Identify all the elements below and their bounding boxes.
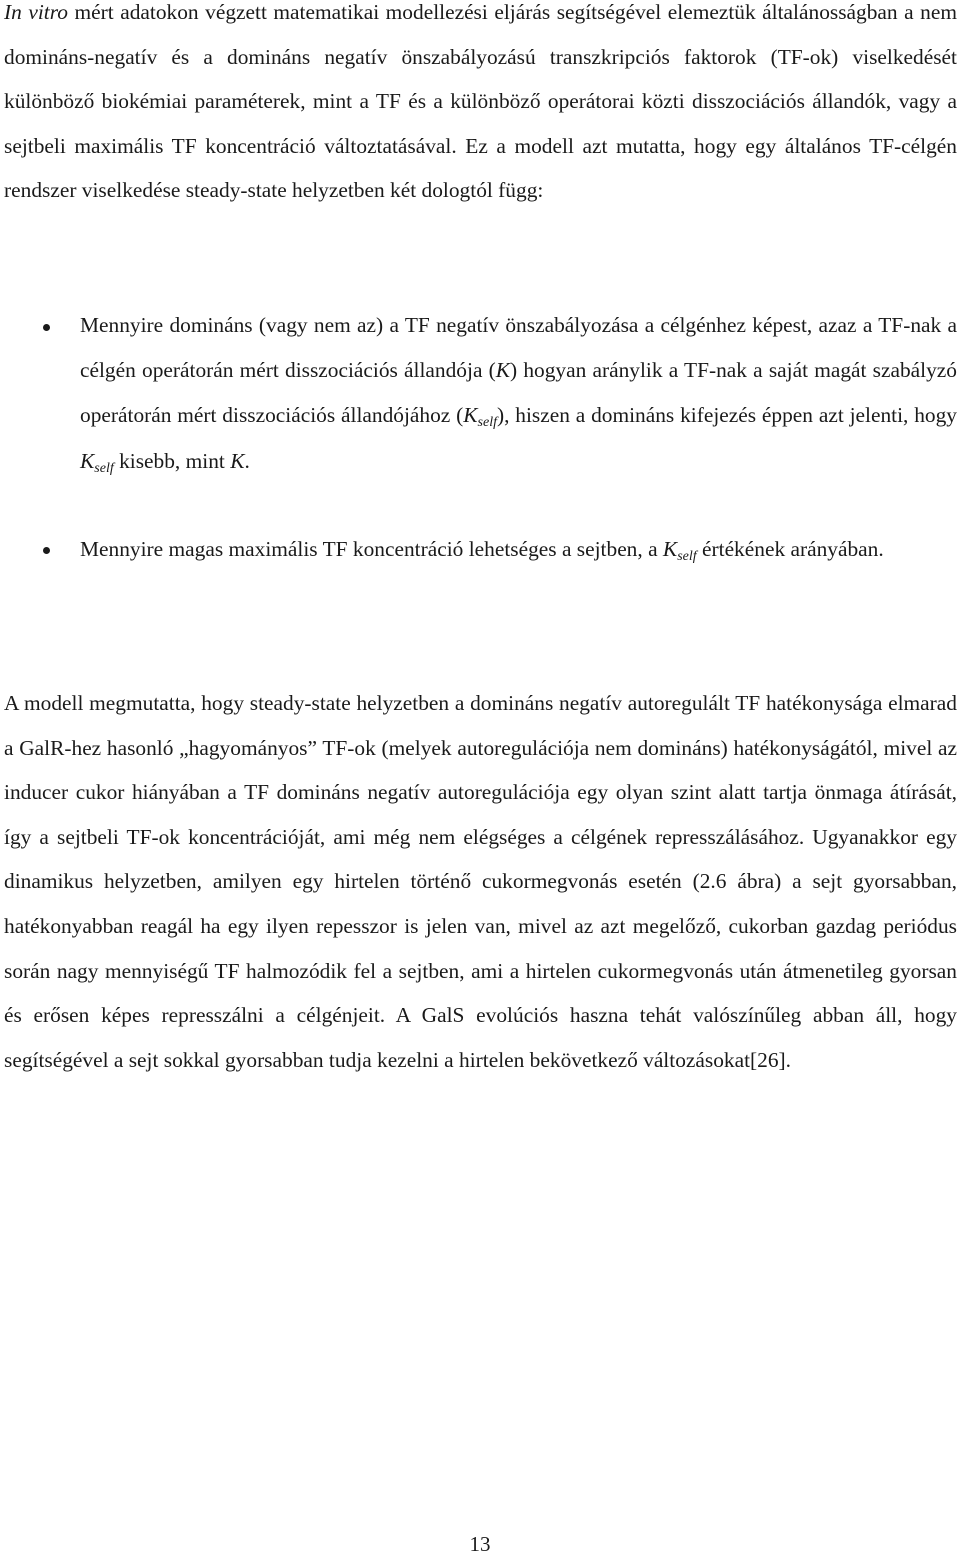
- page-number: 13: [469, 1532, 491, 1556]
- intro-paragraph-text: mért adatokon végzett matematikai modellezési eljárás segítségével elemeztük általánosságban a nem domináns-negatív és a domináns negatív önszabályozású transzkripciós faktorok (TF-ok) viselkedését különböző biokémiai paraméterek, mint a TF és a különböző operátorai közti disszociációs állandók, vagy a sejtbeli maximális TF koncentráció változtatásával. Ez a modell azt mutatta, hogy egy általános TF-célgén rendszer viselkedése steady-state helyzetben két dologtól függ:: [4, 0, 957, 203]
- in-vitro-term: In vitro: [4, 0, 68, 24]
- list-item-dominance: Mennyire domináns (vagy nem az) a TF negatív önszabályozása a célgénhez képest, azaz a TF-nak a célgén operátorán mért disszociációs állandója (K) hogyan aránylik a TF-nak a saját magát szabályzó operátorán mért disszociációs állandójához $(K_{self})$, hiszen a domináns kifejezés éppen azt jelenti, hogy $K_{self}$ kisebb, mint K.: [0, 303, 957, 484]
- intro-paragraph: [4, 0, 957, 213]
- bullet-icon: [41, 527, 51, 572]
- conclusion-paragraph: A modell megmutatta, hogy steady-state helyzetben a domináns negatív autoregulált TF hatékonysága elmarad a GalR-hez hasonló „hagyományos” TF-ok (melyek autoregulációja nem domináns) hatékonyságától, mivel az inducer cukor hiányában a TF domináns negatív autoregulációja egy olyan szint alatt tartja önmaga átírását, így a sejtbeli TF-ok koncentrációját, ami még nem elégséges a célgének represszálásához. Ugyanakkor egy dinamikus helyzetben, amilyen egy hirtelen történő cukormegvonás esetén (2.6 ábra) a sejt gyorsabban, hatékonyabban reagál ha egy ilyen repesszor is jelen van, mivel az azt megelőző, cukorban gazdag periódus során nagy mennyiségű TF halmozódik fel a sejtben, ami a hirtelen cukormegvonás után átmenetileg gyorsan és erősen képes represszálni a célgénjeit. A GalS evolúciós haszna tehát valószínűleg abban áll, hogy segítségével a sejt sokkal gyorsabban tudja kezelni a hirtelen bekövetkező változásokat[26].: [4, 691, 957, 1072]
- bullet-icon: [41, 303, 51, 348]
- dependency-list: [0, 303, 960, 572]
- list-item-max-concentration: Mennyire magas maximális TF koncentráció lehetséges a sejtben, a $K_{self}$ értékének arányában.: [0, 527, 957, 572]
